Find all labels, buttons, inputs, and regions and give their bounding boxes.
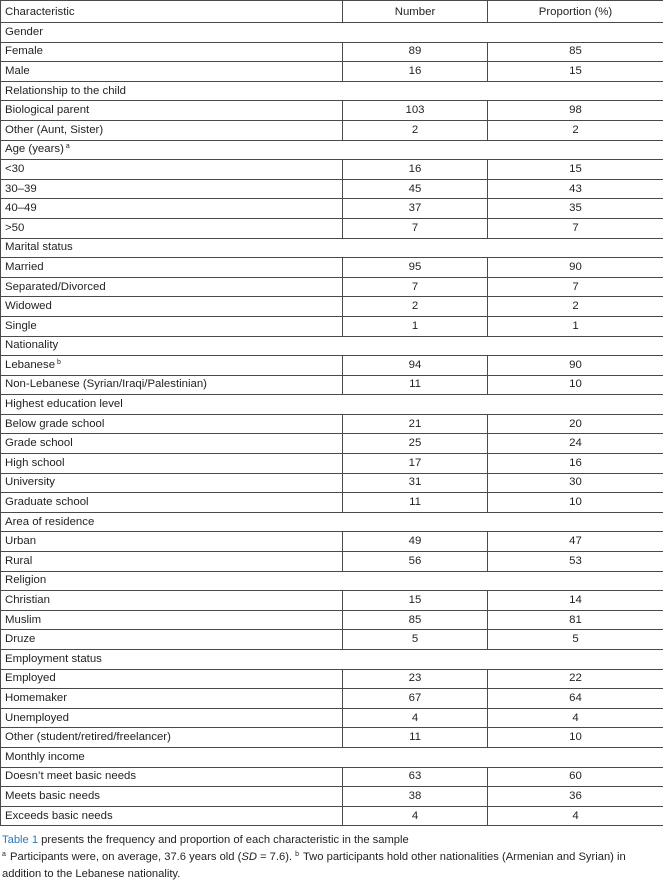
footnote-marker: a — [66, 143, 70, 150]
table-row — [1, 356, 663, 376]
row-label: Single — [5, 320, 37, 332]
number-cell: 15 — [343, 591, 488, 611]
section-cell — [1, 238, 663, 258]
row-label-cell — [1, 610, 343, 630]
row-label-cell — [1, 454, 343, 474]
number-cell: 67 — [343, 689, 488, 709]
section-row — [1, 747, 663, 767]
proportion-cell: 22 — [488, 669, 663, 689]
column-header-proportion: Proportion (%) — [488, 1, 663, 23]
proportion-cell: 60 — [488, 767, 663, 787]
number-cell: 16 — [343, 160, 488, 180]
table-row — [1, 610, 663, 630]
row-label-cell — [1, 767, 343, 787]
row-label-cell — [1, 375, 343, 395]
proportion-cell: 7 — [488, 218, 663, 238]
number-cell: 11 — [343, 728, 488, 748]
number-cell: 4 — [343, 708, 488, 728]
table-row — [1, 277, 663, 297]
proportion-cell: 10 — [488, 375, 663, 395]
section-row — [1, 395, 663, 415]
table-row — [1, 708, 663, 728]
table-row — [1, 454, 663, 474]
row-label-cell — [1, 689, 343, 709]
row-label-cell — [1, 160, 343, 180]
proportion-cell: 53 — [488, 552, 663, 572]
section-label: Marital status — [5, 241, 73, 253]
table-row — [1, 434, 663, 454]
number-cell: 38 — [343, 787, 488, 807]
row-label: Female — [5, 45, 43, 57]
proportion-cell: 2 — [488, 120, 663, 140]
row-label-cell — [1, 277, 343, 297]
row-label-cell — [1, 199, 343, 219]
proportion-cell: 81 — [488, 610, 663, 630]
row-label: Lebanese — [5, 359, 55, 371]
number-cell: 2 — [343, 120, 488, 140]
proportion-cell: 4 — [488, 806, 663, 826]
section-label: Area of residence — [5, 516, 94, 528]
row-label: 30–39 — [5, 183, 37, 195]
row-label: High school — [5, 457, 65, 469]
table-row — [1, 258, 663, 278]
row-label: 40–49 — [5, 202, 37, 214]
row-label: Other (student/retired/freelancer) — [5, 731, 171, 743]
proportion-cell: 7 — [488, 277, 663, 297]
footnote-sd-label: SD — [241, 851, 257, 863]
section-label: Employment status — [5, 653, 102, 665]
proportion-cell: 16 — [488, 454, 663, 474]
table-row — [1, 552, 663, 572]
number-cell: 23 — [343, 669, 488, 689]
table-row — [1, 375, 663, 395]
proportion-cell: 98 — [488, 101, 663, 121]
table-row — [1, 630, 663, 650]
number-cell: 11 — [343, 375, 488, 395]
number-cell: 63 — [343, 767, 488, 787]
row-label-cell — [1, 630, 343, 650]
row-label-cell — [1, 552, 343, 572]
table-caption-text: presents the frequency and proportion of each characteristic in the sample — [38, 834, 409, 846]
number-cell: 2 — [343, 297, 488, 317]
section-label: Monthly income — [5, 751, 85, 763]
section-cell — [1, 140, 663, 160]
table-row — [1, 42, 663, 62]
row-label: Married — [5, 261, 44, 273]
row-label-cell — [1, 532, 343, 552]
row-label: Employed — [5, 672, 56, 684]
proportion-cell: 15 — [488, 160, 663, 180]
section-label: Nationality — [5, 339, 58, 351]
row-label-cell — [1, 120, 343, 140]
section-cell — [1, 23, 663, 43]
table-row — [1, 62, 663, 82]
proportion-cell: 14 — [488, 591, 663, 611]
row-label: Graduate school — [5, 496, 89, 508]
row-label: Unemployed — [5, 712, 69, 724]
row-label: Meets basic needs — [5, 790, 100, 802]
row-label-cell — [1, 101, 343, 121]
number-cell: 4 — [343, 806, 488, 826]
proportion-cell: 10 — [488, 493, 663, 513]
table-row — [1, 787, 663, 807]
section-row — [1, 512, 663, 532]
footnote-marker-a: a — [2, 851, 6, 858]
row-label: Urban — [5, 535, 36, 547]
number-cell: 56 — [343, 552, 488, 572]
column-header-characteristic: Characteristic — [1, 1, 343, 23]
row-label-cell — [1, 591, 343, 611]
section-cell — [1, 81, 663, 101]
section-label: Age (years) — [5, 143, 64, 155]
proportion-cell: 85 — [488, 42, 663, 62]
table-row — [1, 473, 663, 493]
row-label: Other (Aunt, Sister) — [5, 124, 103, 136]
header-row — [1, 1, 663, 23]
section-row — [1, 23, 663, 43]
section-cell — [1, 747, 663, 767]
section-row — [1, 81, 663, 101]
number-cell: 89 — [343, 42, 488, 62]
row-label: Druze — [5, 633, 35, 645]
row-label-cell — [1, 728, 343, 748]
footnote-a-text-2: = 7.6). — [257, 851, 295, 863]
proportion-cell: 47 — [488, 532, 663, 552]
number-cell: 37 — [343, 199, 488, 219]
number-cell: 1 — [343, 316, 488, 336]
proportion-cell: 10 — [488, 728, 663, 748]
section-row — [1, 571, 663, 591]
row-label-cell — [1, 316, 343, 336]
footnote-marker-b: b — [295, 851, 299, 858]
section-cell — [1, 650, 663, 670]
row-label: Biological parent — [5, 104, 89, 116]
row-label: University — [5, 476, 55, 488]
proportion-cell: 64 — [488, 689, 663, 709]
proportion-cell: 5 — [488, 630, 663, 650]
table-row — [1, 101, 663, 121]
proportion-cell: 4 — [488, 708, 663, 728]
section-cell — [1, 512, 663, 532]
table-caption-label: Table 1 — [2, 834, 38, 846]
table-row — [1, 297, 663, 317]
row-label: Rural — [5, 555, 32, 567]
row-label-cell — [1, 218, 343, 238]
number-cell: 31 — [343, 473, 488, 493]
table-row — [1, 493, 663, 513]
proportion-cell: 35 — [488, 199, 663, 219]
number-cell: 85 — [343, 610, 488, 630]
section-label: Highest education level — [5, 398, 123, 410]
row-label: Homemaker — [5, 692, 67, 704]
proportion-cell: 43 — [488, 179, 663, 199]
table-row — [1, 414, 663, 434]
row-label-cell — [1, 414, 343, 434]
row-label: Exceeds basic needs — [5, 810, 113, 822]
table-row — [1, 669, 663, 689]
number-cell: 7 — [343, 277, 488, 297]
table-row — [1, 120, 663, 140]
section-cell — [1, 336, 663, 356]
row-label-cell — [1, 787, 343, 807]
proportion-cell: 20 — [488, 414, 663, 434]
section-label: Relationship to the child — [5, 85, 126, 97]
row-label-cell — [1, 669, 343, 689]
table-caption — [0, 832, 663, 849]
number-cell: 25 — [343, 434, 488, 454]
row-label-cell — [1, 62, 343, 82]
footnote-b-text: Two participants hold other nationalities (Armenian and Syrian) in addition to the Lebanese nationality. — [2, 851, 626, 880]
proportion-cell: 30 — [488, 473, 663, 493]
section-label: Religion — [5, 574, 46, 586]
proportion-cell: 36 — [488, 787, 663, 807]
table-row — [1, 806, 663, 826]
table-row — [1, 218, 663, 238]
row-label: Grade school — [5, 437, 73, 449]
table-row — [1, 199, 663, 219]
row-label-cell — [1, 42, 343, 62]
column-header-number: Number — [343, 1, 488, 23]
table-row — [1, 689, 663, 709]
row-label: Christian — [5, 594, 50, 606]
number-cell: 49 — [343, 532, 488, 552]
table-row — [1, 179, 663, 199]
row-label-cell — [1, 356, 343, 376]
table-row — [1, 591, 663, 611]
section-row — [1, 650, 663, 670]
row-label: Male — [5, 65, 30, 77]
table-body — [1, 23, 663, 826]
table-row — [1, 160, 663, 180]
row-label: Separated/Divorced — [5, 281, 106, 293]
row-label: Doesn’t meet basic needs — [5, 770, 136, 782]
row-label-cell — [1, 708, 343, 728]
proportion-cell: 1 — [488, 316, 663, 336]
number-cell: 16 — [343, 62, 488, 82]
number-cell: 95 — [343, 258, 488, 278]
row-label: Below grade school — [5, 418, 104, 430]
row-label-cell — [1, 473, 343, 493]
row-label-cell — [1, 434, 343, 454]
proportion-cell: 90 — [488, 258, 663, 278]
row-label-cell — [1, 179, 343, 199]
proportion-cell: 24 — [488, 434, 663, 454]
number-cell: 94 — [343, 356, 488, 376]
number-cell: 103 — [343, 101, 488, 121]
section-row — [1, 336, 663, 356]
footnote-marker: b — [57, 359, 61, 366]
proportion-cell: 90 — [488, 356, 663, 376]
number-cell: 7 — [343, 218, 488, 238]
number-cell: 21 — [343, 414, 488, 434]
row-label: >50 — [5, 222, 24, 234]
row-label-cell — [1, 258, 343, 278]
row-label: <30 — [5, 163, 24, 175]
section-row — [1, 140, 663, 160]
table-footnote — [0, 849, 663, 883]
row-label: Non-Lebanese (Syrian/Iraqi/Palestinian) — [5, 378, 207, 390]
table-row — [1, 767, 663, 787]
footnote-a-text-1: Participants were, on average, 37.6 years old ( — [7, 851, 241, 863]
section-cell — [1, 571, 663, 591]
proportion-cell: 2 — [488, 297, 663, 317]
table-row — [1, 316, 663, 336]
table-row — [1, 728, 663, 748]
number-cell: 11 — [343, 493, 488, 513]
row-label: Widowed — [5, 300, 52, 312]
number-cell: 5 — [343, 630, 488, 650]
row-label-cell — [1, 806, 343, 826]
row-label-cell — [1, 493, 343, 513]
section-label: Gender — [5, 26, 43, 38]
row-label: Muslim — [5, 614, 41, 626]
number-cell: 45 — [343, 179, 488, 199]
section-row — [1, 238, 663, 258]
number-cell: 17 — [343, 454, 488, 474]
section-cell — [1, 395, 663, 415]
proportion-cell: 15 — [488, 62, 663, 82]
table-row — [1, 532, 663, 552]
row-label-cell — [1, 297, 343, 317]
